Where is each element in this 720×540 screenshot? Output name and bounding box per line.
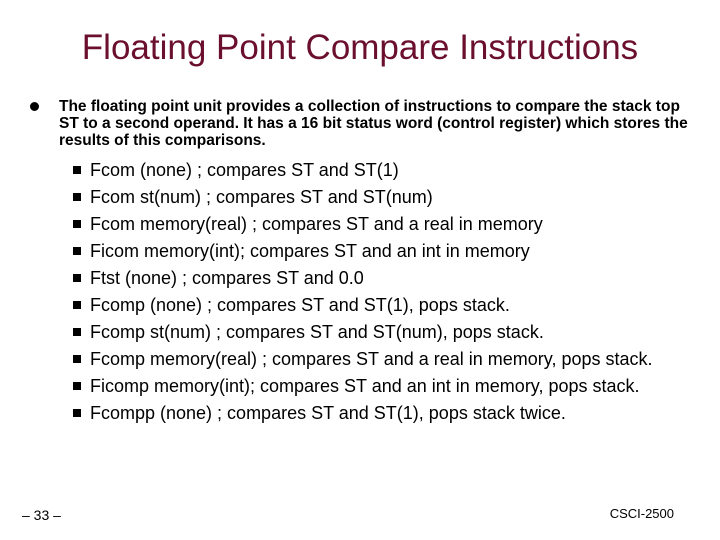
list-item bbox=[70, 241, 670, 262]
square-bullet-icon bbox=[73, 301, 81, 309]
instruction-text: Fcomp (none) ; compares ST and ST(1), pops stack. bbox=[90, 295, 510, 315]
instruction-text: Fcomp st(num) ; compares ST and ST(num), pops stack. bbox=[90, 322, 544, 342]
instruction-text: Fcomp memory(real) ; compares ST and a real in memory, pops stack. bbox=[90, 349, 653, 369]
list-item bbox=[70, 214, 670, 235]
intro-text: The floating point unit provides a collection of instructions to compare the stack top ST to a second operand. It has a 16 bit status word (control register) which stores the results of this comparisons. bbox=[59, 98, 688, 149]
list-item bbox=[70, 295, 670, 316]
instruction-text: Fcom memory(real) ; compares ST and a real in memory bbox=[90, 214, 543, 234]
list-item bbox=[70, 403, 670, 424]
instruction-text: Fcom st(num) ; compares ST and ST(num) bbox=[90, 187, 433, 207]
square-bullet-icon bbox=[73, 193, 81, 201]
square-bullet-icon bbox=[73, 220, 81, 228]
square-bullet-icon bbox=[73, 247, 81, 255]
square-bullet-icon bbox=[73, 355, 81, 363]
instruction-text: Ficomp memory(int); compares ST and an int in memory, pops stack. bbox=[90, 376, 640, 396]
list-item bbox=[70, 376, 670, 397]
square-bullet-icon bbox=[73, 328, 81, 336]
square-bullet-icon bbox=[73, 382, 81, 390]
round-bullet-icon bbox=[30, 102, 39, 111]
instruction-text: Fcompp (none) ; compares ST and ST(1), pops stack twice. bbox=[90, 403, 566, 423]
square-bullet-icon bbox=[73, 409, 81, 417]
slide-title: Floating Point Compare Instructions bbox=[81, 28, 639, 67]
list-item bbox=[70, 160, 670, 181]
page-number: – 33 – bbox=[22, 507, 61, 523]
list-item bbox=[70, 349, 670, 370]
instruction-text: Ftst (none) ; compares ST and 0.0 bbox=[90, 268, 364, 288]
square-bullet-icon bbox=[73, 274, 81, 282]
instruction-list bbox=[70, 160, 670, 430]
list-item bbox=[70, 187, 670, 208]
list-item bbox=[70, 268, 670, 289]
course-label: CSCI-2500 bbox=[609, 506, 674, 521]
square-bullet-icon bbox=[73, 166, 81, 174]
list-item bbox=[70, 322, 670, 343]
instruction-text: Fcom (none) ; compares ST and ST(1) bbox=[90, 160, 399, 180]
instruction-text: Ficom memory(int); compares ST and an int in memory bbox=[90, 241, 530, 261]
